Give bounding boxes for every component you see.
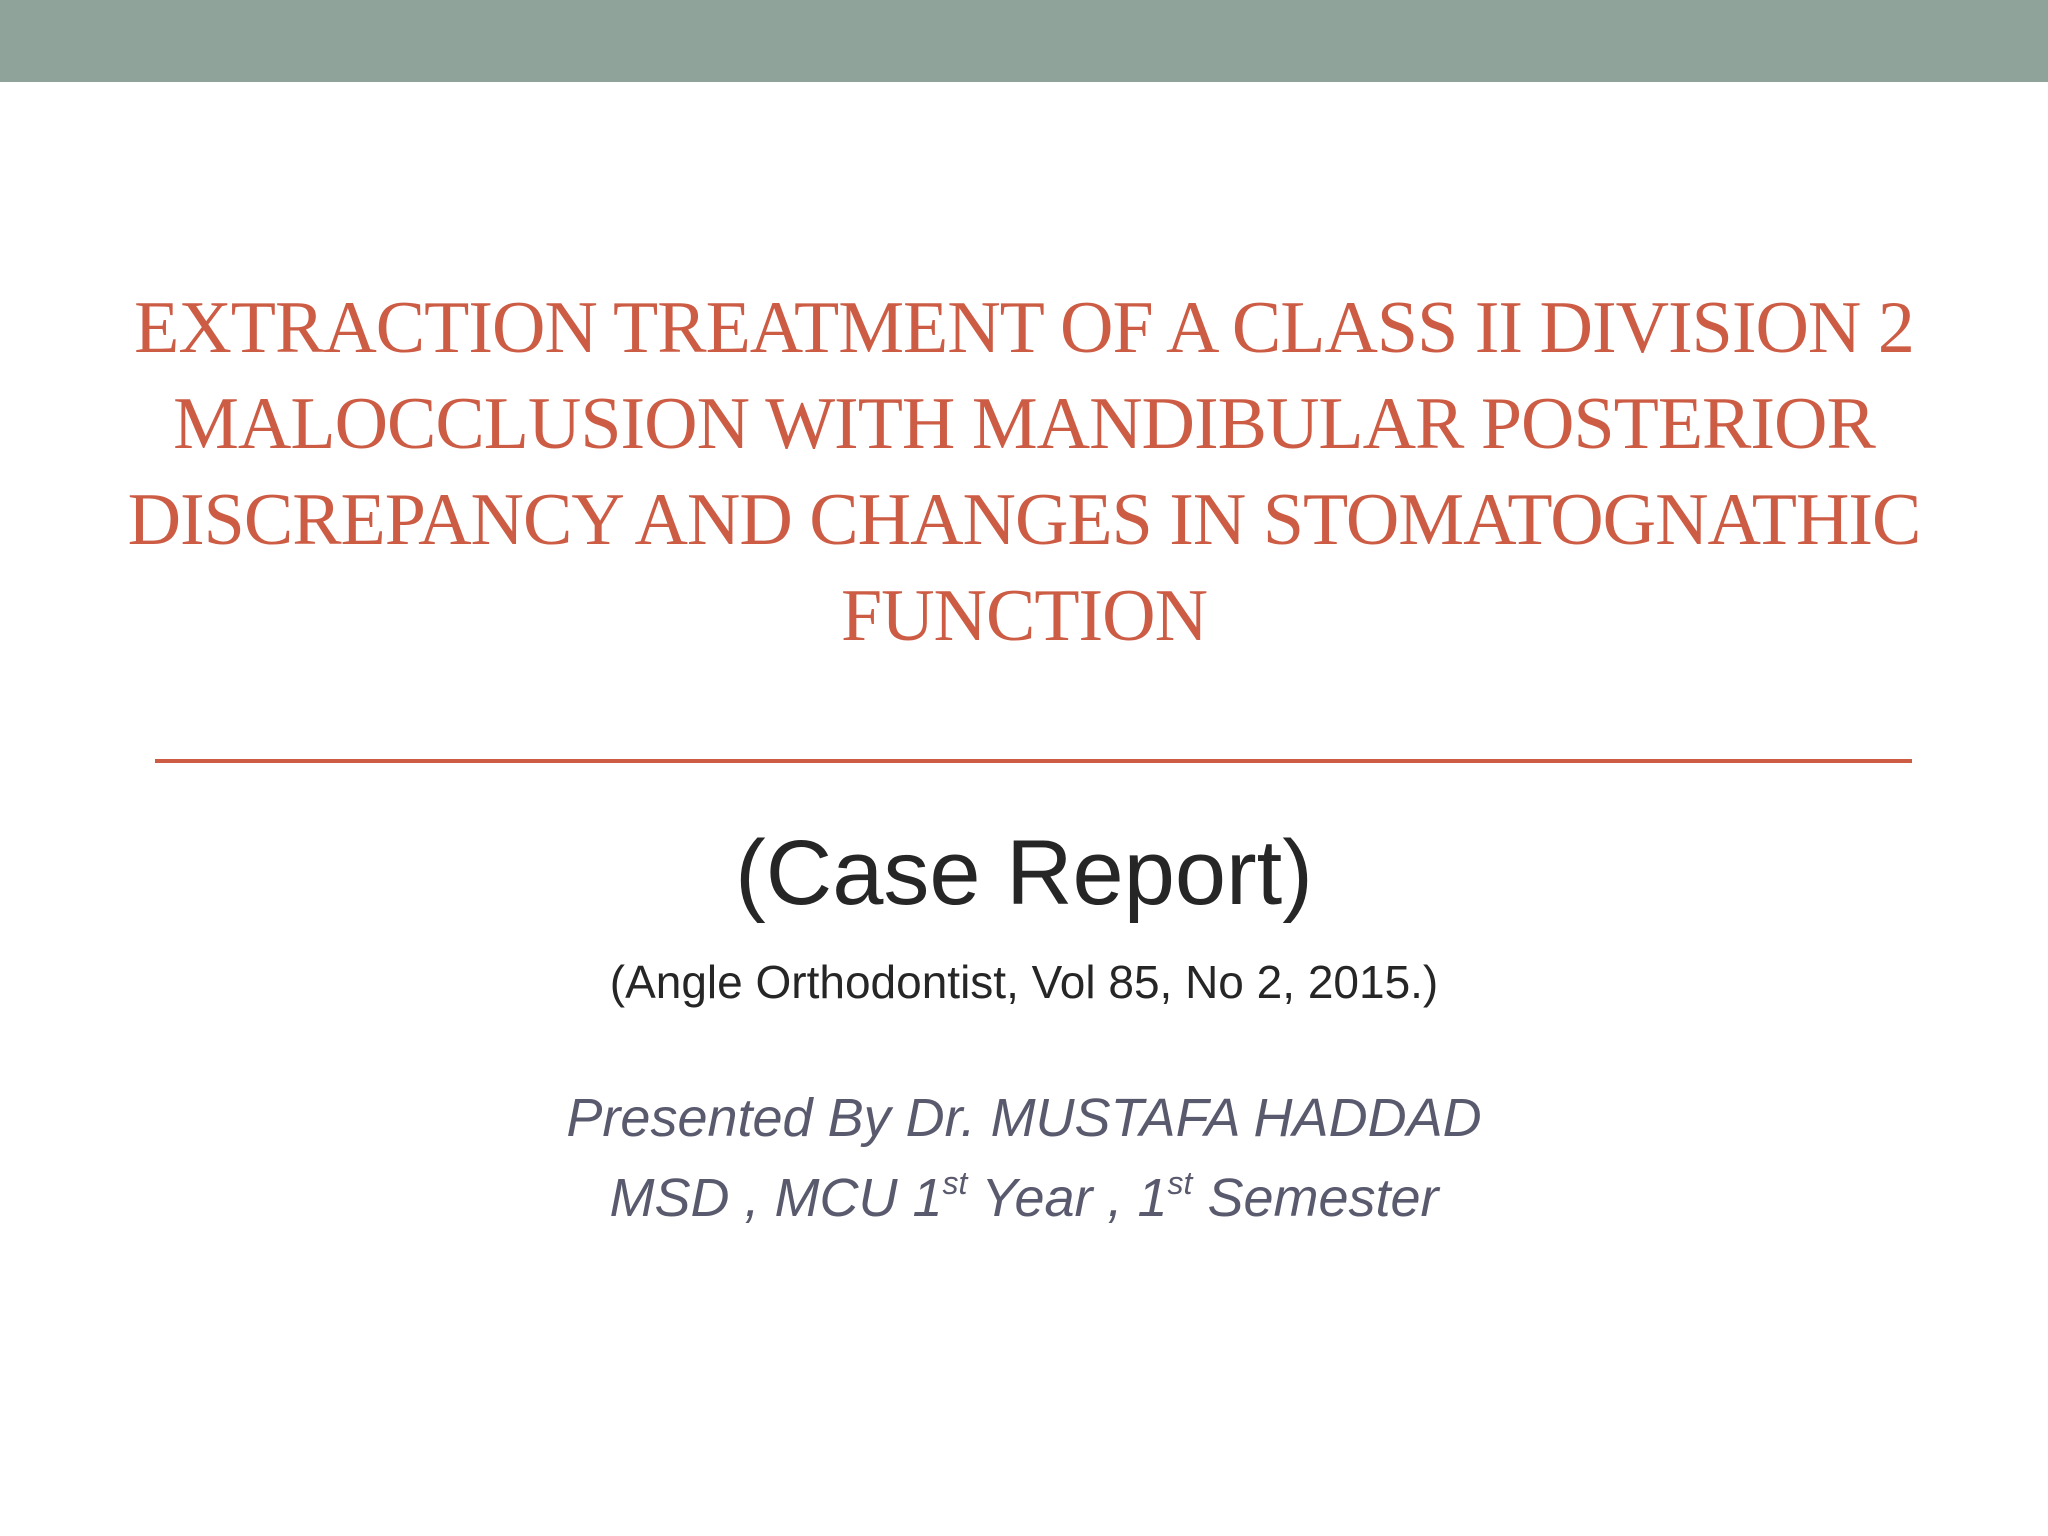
year-ordinal-suffix: st xyxy=(942,1165,968,1201)
program-prefix: MSD , MCU 1 xyxy=(609,1168,943,1228)
semester-ordinal-suffix: st xyxy=(1167,1165,1193,1201)
title-line-3: DISCREPANCY AND CHANGES IN STOMATOGNATHIC xyxy=(127,479,1921,561)
slide-title xyxy=(40,280,2008,664)
title-line-4: FUNCTION xyxy=(840,575,1208,657)
journal-citation: (Angle Orthodontist, Vol 85, No 2, 2015.) xyxy=(609,956,1439,1008)
program-info xyxy=(0,1158,2048,1238)
title-line-1: EXTRACTION TREATMENT OF A CLASS II DIVISION 2 xyxy=(134,287,1914,369)
title-line-2: MALOCCLUSION WITH MANDIBULAR POSTERIOR xyxy=(173,383,1875,465)
presenter-block xyxy=(0,1078,2048,1238)
program-semester: Semester xyxy=(1192,1168,1439,1228)
top-accent-bar xyxy=(0,0,2048,82)
slide-subtitle: (Case Report) xyxy=(735,822,1313,924)
program-year: Year , 1 xyxy=(967,1168,1168,1228)
presenter-name: Presented By Dr. MUSTAFA HADDAD xyxy=(566,1088,1482,1148)
title-divider xyxy=(155,759,1912,763)
